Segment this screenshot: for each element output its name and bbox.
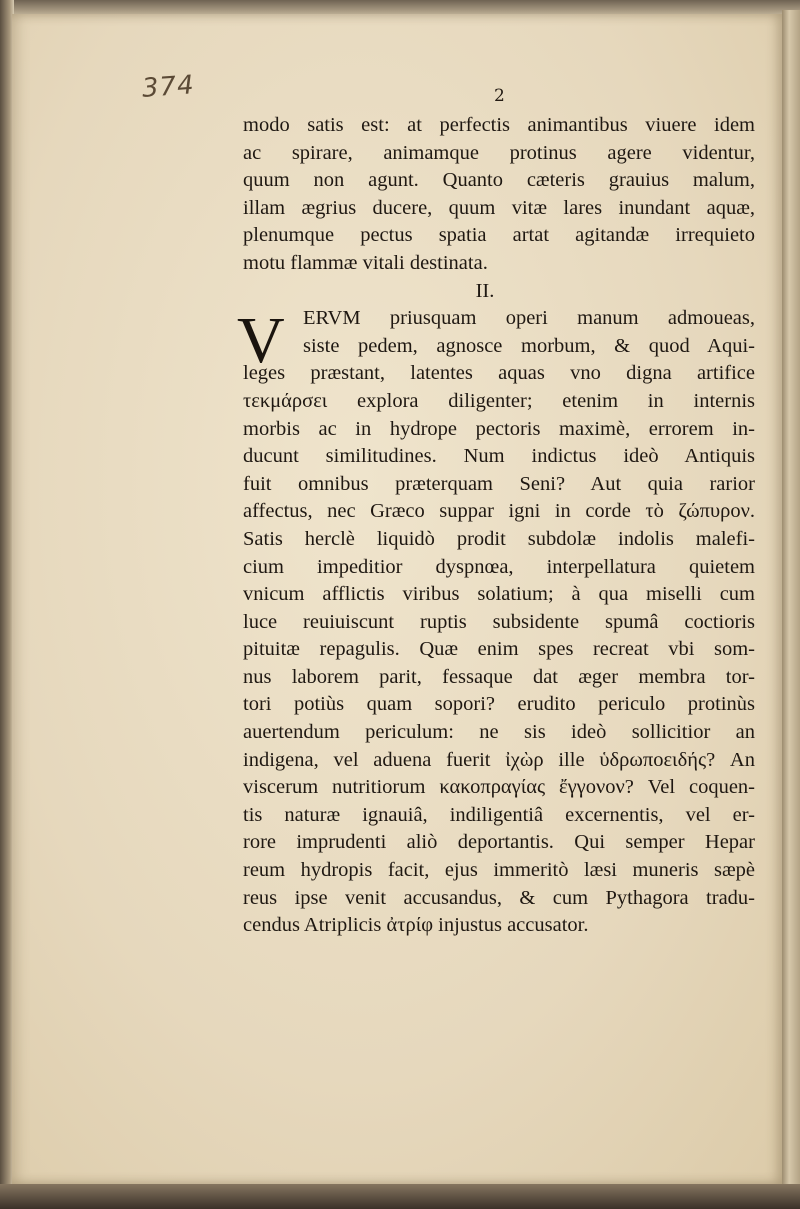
text-line: plenumque pectus spatia artat agitandæ irrequieto: [243, 224, 755, 247]
text-line: morbis ac in hydrope pectoris maximè, errorem in-: [243, 417, 755, 440]
text-line: ac spirare, animamque protinus agere videntur,: [243, 141, 755, 164]
text-line: affectus, nec Græco suppar igni in corde τὸ ζώπυρον.: [243, 500, 755, 523]
text-line: quum non agunt. Quanto cæteris grauius malum,: [243, 169, 755, 192]
text-line: ducunt similitudines. Num indictus ideò Antiquis: [243, 445, 755, 468]
text-line: illam ægrius ducere, quum vitæ lares inundant aquæ,: [243, 196, 755, 219]
text-line: rore imprudenti aliò deportantis. Qui semper Hepar: [243, 831, 755, 854]
text-line: siste pedem, agnosce morbum, & quod Aqui-: [303, 334, 755, 357]
drop-cap-initial: V: [237, 304, 285, 377]
text-line: nus laborem parit, fessaque dat æger membra tor-: [243, 665, 755, 688]
text-line: Satis herclè liquidò prodit subdolæ indolis malefi-: [243, 527, 755, 550]
text-line: ERVM priusquam operi manum admoueas,: [303, 307, 755, 330]
text-line: fuit omnibus præterquam Seni? Aut quia rarior: [243, 472, 755, 495]
handwritten-page-number: 374: [141, 70, 196, 104]
text-line: cium impeditior dyspnœa, interpellatura quietem: [243, 555, 755, 578]
text-line: motu flammæ vitali destinata.: [243, 251, 488, 274]
text-line: reus ipse venit accusandus, & cum Pythagora tradu-: [243, 886, 755, 909]
signature-mark: 2: [494, 86, 505, 106]
book-fore-edge: [782, 10, 800, 1185]
page-text: [237, 112, 755, 940]
paragraph-2: [243, 305, 755, 940]
text-line: vnicum afflictis viribus solatium; à qua miselli cum: [243, 583, 755, 606]
section-number: II.: [475, 279, 495, 302]
text-line: tis naturæ ignauiâ, indiligentiâ excernentis, vel er-: [243, 803, 755, 826]
paragraph-1: [243, 112, 755, 278]
text-line: pituitæ repagulis. Quæ enim spes recreat vbi som-: [243, 638, 755, 661]
text-line: modo satis est: at perfectis animantibus viuere idem: [243, 114, 755, 136]
text-line: cendus Atriplicis ἀτρίφ injustus accusator.: [243, 914, 589, 937]
text-line: luce reuiuiscunt ruptis subsidente spumâ coctioris: [243, 610, 755, 633]
text-line: leges præstant, latentes aquas vno digna artifice: [243, 362, 755, 385]
text-line: tori potiùs quam sopori? erudito periculo protinùs: [243, 693, 755, 716]
text-line: reum hydropis facit, ejus immeritò læsi muneris sæpè: [243, 859, 755, 882]
text-line: viscerum nutritiorum κακοπραγίας ἔγγονον? Vel coquen-: [243, 776, 755, 799]
text-line: auertendum periculum: ne sis ideò sollicitior an: [243, 721, 755, 744]
book-bottom-edge: [0, 1184, 800, 1209]
text-line: indigena, vel aduena fuerit ἰχὼρ ille ὑδρωποειδής? An: [243, 748, 755, 771]
text-line: τεκμάρσει explora diligenter; etenim in internis: [243, 389, 755, 412]
